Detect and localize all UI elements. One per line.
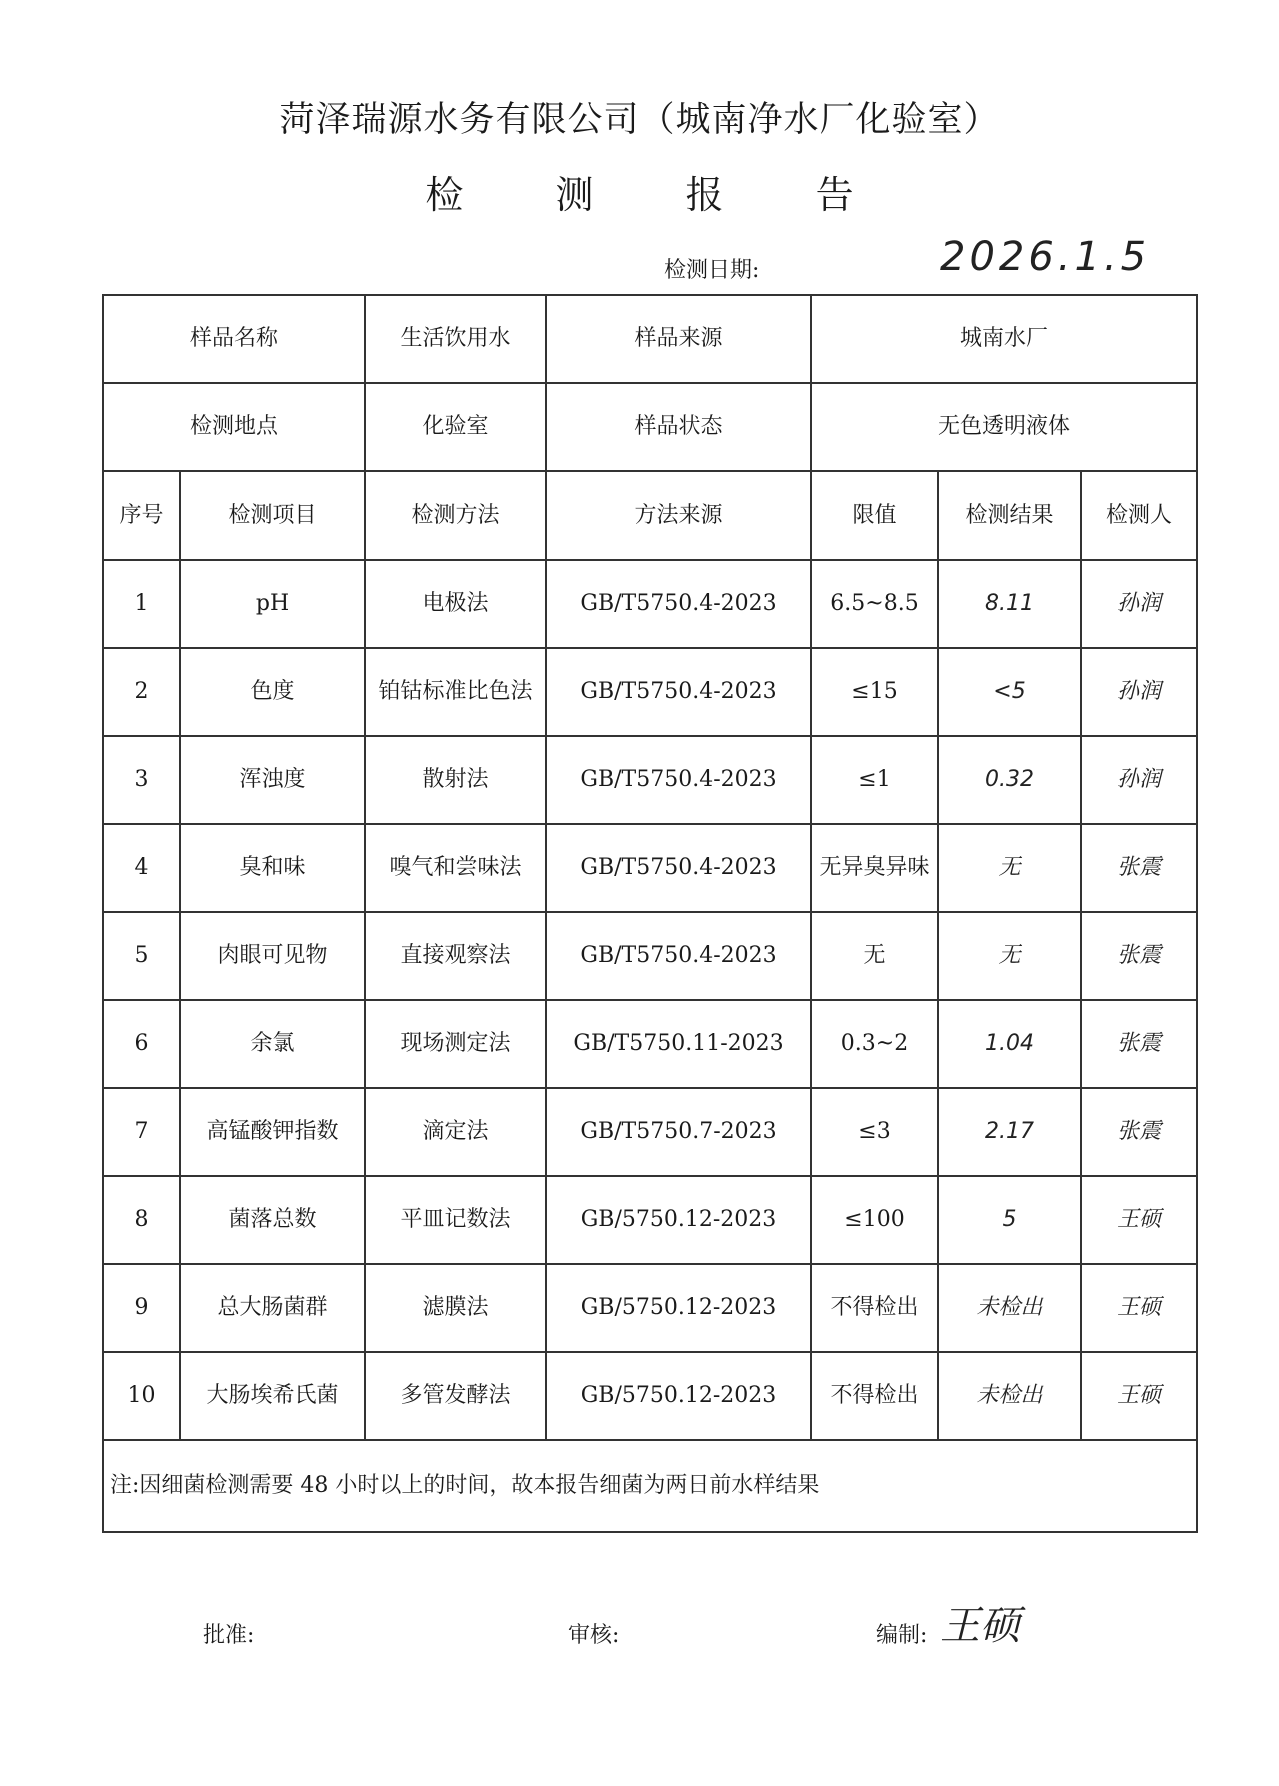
test-result: 1.04 [938, 1000, 1081, 1088]
test-item: 肉眼可见物 [180, 912, 365, 1000]
tester-name: 孙润 [1081, 648, 1197, 736]
method-source: GB/T5750.4-2023 [546, 560, 811, 648]
test-method: 滤膜法 [365, 1264, 546, 1352]
test-result: <5 [938, 648, 1081, 736]
method-source: GB/5750.12-2023 [546, 1176, 811, 1264]
row-number: 10 [103, 1352, 180, 1440]
test-method: 现场测定法 [365, 1000, 546, 1088]
limit-value: ≤15 [811, 648, 938, 736]
test-method: 多管发酵法 [365, 1352, 546, 1440]
sample-state-label: 样品状态 [546, 383, 811, 471]
test-item: 大肠埃希氏菌 [180, 1352, 365, 1440]
limit-value: 0.3~2 [811, 1000, 938, 1088]
table-row [103, 648, 1197, 736]
table-row [103, 1176, 1197, 1264]
location-row [103, 383, 1197, 471]
test-item: 高锰酸钾指数 [180, 1088, 365, 1176]
method-source: GB/T5750.4-2023 [546, 912, 811, 1000]
row-number: 8 [103, 1176, 180, 1264]
report-table [102, 294, 1198, 1533]
test-item: 色度 [180, 648, 365, 736]
tester-name: 张震 [1081, 1000, 1197, 1088]
method-source: GB/T5750.4-2023 [546, 648, 811, 736]
result-rows [103, 560, 1197, 1440]
location-value: 化验室 [365, 383, 546, 471]
test-item: 菌落总数 [180, 1176, 365, 1264]
limit-value: 不得检出 [811, 1264, 938, 1352]
tester-name: 王硕 [1081, 1176, 1197, 1264]
limit-value: ≤3 [811, 1088, 938, 1176]
row-number: 2 [103, 648, 180, 736]
compile-label: 编制: [876, 1623, 928, 1648]
method-source: GB/T5750.11-2023 [546, 1000, 811, 1088]
test-result: 5 [938, 1176, 1081, 1264]
test-method: 平皿记数法 [365, 1176, 546, 1264]
test-method: 散射法 [365, 736, 546, 824]
tester-name: 王硕 [1081, 1352, 1197, 1440]
limit-value: 无 [811, 912, 938, 1000]
sample-name-value: 生活饮用水 [365, 295, 546, 383]
sample-info-row [103, 295, 1197, 383]
date-value: 2026.1.5 [940, 234, 1151, 280]
column-header: 方法来源 [546, 471, 811, 560]
table-row [103, 912, 1197, 1000]
sample-source-label: 样品来源 [546, 295, 811, 383]
test-result: 无 [938, 912, 1081, 1000]
note-text: 注:因细菌检测需要 48 小时以上的时间，故本报告细菌为两日前水样结果 [103, 1440, 1197, 1532]
compile-signature: 王硕 [940, 1603, 1020, 1649]
method-source: GB/T5750.7-2023 [546, 1088, 811, 1176]
column-header: 限值 [811, 471, 938, 560]
table-row [103, 560, 1197, 648]
note-row [103, 1440, 1197, 1532]
table-row [103, 1352, 1197, 1440]
company-name: 菏泽瑞源水务有限公司（城南净水厂化验室） [279, 100, 1000, 140]
test-method: 电极法 [365, 560, 546, 648]
test-result: 8.11 [938, 560, 1081, 648]
test-result: 无 [938, 824, 1081, 912]
table-row [103, 736, 1197, 824]
table-row [103, 1000, 1197, 1088]
row-number: 7 [103, 1088, 180, 1176]
limit-value: ≤1 [811, 736, 938, 824]
tester-name: 张震 [1081, 824, 1197, 912]
method-source: GB/5750.12-2023 [546, 1264, 811, 1352]
column-header: 序号 [103, 471, 180, 560]
row-number: 5 [103, 912, 180, 1000]
column-header-row [103, 471, 1197, 560]
test-result: 2.17 [938, 1088, 1081, 1176]
table-row [103, 1088, 1197, 1176]
test-method: 直接观察法 [365, 912, 546, 1000]
review-label: 审核: [568, 1623, 620, 1648]
sample-source-value: 城南水厂 [811, 295, 1197, 383]
test-item: 浑浊度 [180, 736, 365, 824]
row-number: 6 [103, 1000, 180, 1088]
column-header: 检测项目 [180, 471, 365, 560]
test-method: 滴定法 [365, 1088, 546, 1176]
limit-value: 不得检出 [811, 1352, 938, 1440]
method-source: GB/T5750.4-2023 [546, 736, 811, 824]
table-row [103, 1264, 1197, 1352]
test-item: 余氯 [180, 1000, 365, 1088]
test-result: 未检出 [938, 1264, 1081, 1352]
tester-name: 孙润 [1081, 736, 1197, 824]
row-number: 3 [103, 736, 180, 824]
approve-label: 批准: [203, 1623, 255, 1648]
test-item: 总大肠菌群 [180, 1264, 365, 1352]
limit-value: 6.5~8.5 [811, 560, 938, 648]
location-label: 检测地点 [103, 383, 365, 471]
tester-name: 张震 [1081, 912, 1197, 1000]
method-source: GB/5750.12-2023 [546, 1352, 811, 1440]
column-header: 检测人 [1081, 471, 1197, 560]
test-result: 0.32 [938, 736, 1081, 824]
date-label: 检测日期: [664, 258, 760, 283]
test-result: 未检出 [938, 1352, 1081, 1440]
column-header: 检测方法 [365, 471, 546, 560]
tester-name: 张震 [1081, 1088, 1197, 1176]
limit-value: 无异臭异味 [811, 824, 938, 912]
test-item: pH [180, 560, 365, 648]
report-title: 检 测 报 告 [425, 173, 894, 217]
tester-name: 孙润 [1081, 560, 1197, 648]
test-method: 嗅气和尝味法 [365, 824, 546, 912]
limit-value: ≤100 [811, 1176, 938, 1264]
row-number: 9 [103, 1264, 180, 1352]
column-header: 检测结果 [938, 471, 1081, 560]
test-method: 铂钴标准比色法 [365, 648, 546, 736]
table-row [103, 824, 1197, 912]
row-number: 4 [103, 824, 180, 912]
test-item: 臭和味 [180, 824, 365, 912]
tester-name: 王硕 [1081, 1264, 1197, 1352]
row-number: 1 [103, 560, 180, 648]
sample-name-label: 样品名称 [103, 295, 365, 383]
sample-state-value: 无色透明液体 [811, 383, 1197, 471]
method-source: GB/T5750.4-2023 [546, 824, 811, 912]
